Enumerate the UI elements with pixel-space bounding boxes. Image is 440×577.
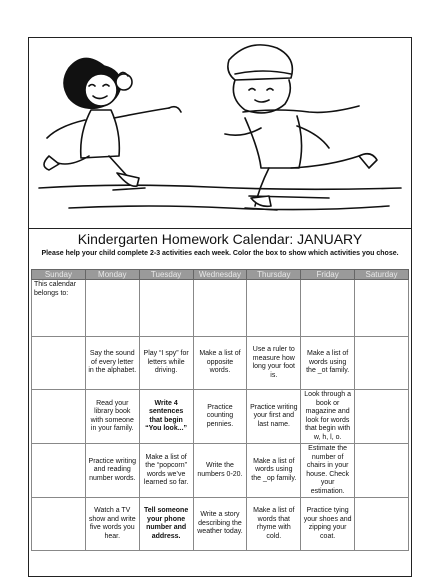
calendar-cell[interactable] — [355, 390, 409, 444]
calendar-cell[interactable] — [247, 280, 301, 337]
calendar-week-3 — [32, 444, 409, 498]
activity-cell[interactable]: Say the sound of every letter in the alphabet. — [85, 337, 139, 390]
day-header-friday: Friday — [301, 270, 355, 280]
instructions-text: Please help your child complete 2-3 activities each week. Color the box to show which activities you chose. — [41, 250, 399, 257]
calendar-cell[interactable] — [85, 280, 139, 337]
activity-cell[interactable]: Estimate the number of chairs in your house. Check your estimation. — [301, 444, 355, 498]
day-header-wednesday: Wednesday — [193, 270, 247, 280]
day-header-saturday: Saturday — [355, 270, 409, 280]
activity-cell[interactable]: Make a list of opposite words. — [193, 337, 247, 390]
homework-calendar — [31, 269, 409, 551]
calendar-cell[interactable] — [32, 498, 86, 551]
calendar-week-4 — [32, 498, 409, 551]
calendar-cell[interactable] — [355, 444, 409, 498]
calendar-week-1 — [32, 337, 409, 390]
activity-cell[interactable]: Make a list of the “popcorn” words we’ve learned so far. — [139, 444, 193, 498]
calendar-cell[interactable] — [32, 444, 86, 498]
calendar-cell[interactable] — [355, 337, 409, 390]
calendar-week-2 — [32, 390, 409, 444]
activity-cell[interactable]: Play “I spy” for letters while driving. — [139, 337, 193, 390]
calendar-cell[interactable] — [355, 498, 409, 551]
activity-cell[interactable]: Use a ruler to measure how long your foot is. — [247, 337, 301, 390]
calendar-cell[interactable] — [301, 280, 355, 337]
weekday-header-row — [32, 270, 409, 280]
activity-cell[interactable]: Practice writing and reading number words. — [85, 444, 139, 498]
boy-skater — [225, 45, 377, 210]
day-header-thursday: Thursday — [247, 270, 301, 280]
activity-cell[interactable]: Make a list of words using the _op family. — [247, 444, 301, 498]
activity-cell[interactable]: Read your library book with someone in your family. — [85, 390, 139, 444]
calendar-cell[interactable] — [32, 390, 86, 444]
activity-cell[interactable]: Write a story describing the weather today. — [193, 498, 247, 551]
day-header-sunday: Sunday — [32, 270, 86, 280]
day-header-monday: Monday — [85, 270, 139, 280]
calendar-cell[interactable] — [139, 280, 193, 337]
activity-cell[interactable]: Write the numbers 0-20. — [193, 444, 247, 498]
activity-cell[interactable]: Practice tying your shoes and zipping your coat. — [301, 498, 355, 551]
activity-cell[interactable]: Look through a book or magazine and look for words that begin with w, h, l, o. — [301, 390, 355, 444]
calendar-cell[interactable] — [32, 337, 86, 390]
calendar-week-0 — [32, 280, 409, 337]
activity-cell[interactable]: Make a list of words that rhyme with cold. — [247, 498, 301, 551]
ice-skating-kids-illustration — [29, 38, 411, 229]
girl-skater — [44, 58, 181, 190]
activity-cell[interactable]: Watch a TV show and write five words you hear. — [85, 498, 139, 551]
homework-sheet — [28, 37, 412, 577]
activity-cell[interactable]: Tell someone your phone number and address. — [139, 498, 193, 551]
activity-cell[interactable]: Practice writing your first and last name. — [247, 390, 301, 444]
calendar-cell[interactable] — [193, 280, 247, 337]
day-header-tuesday: Tuesday — [139, 270, 193, 280]
calendar-title: Kindergarten Homework Calendar: JANUARY — [77, 231, 363, 247]
activity-cell[interactable]: Practice counting pennies. — [193, 390, 247, 444]
activity-cell[interactable]: Write 4 sentences that begin “You look...” — [139, 390, 193, 444]
calendar-owner-note: This calendar belongs to: — [32, 280, 86, 337]
activity-cell[interactable]: Make a list of words using the _ot family. — [301, 337, 355, 390]
calendar-cell[interactable] — [355, 280, 409, 337]
